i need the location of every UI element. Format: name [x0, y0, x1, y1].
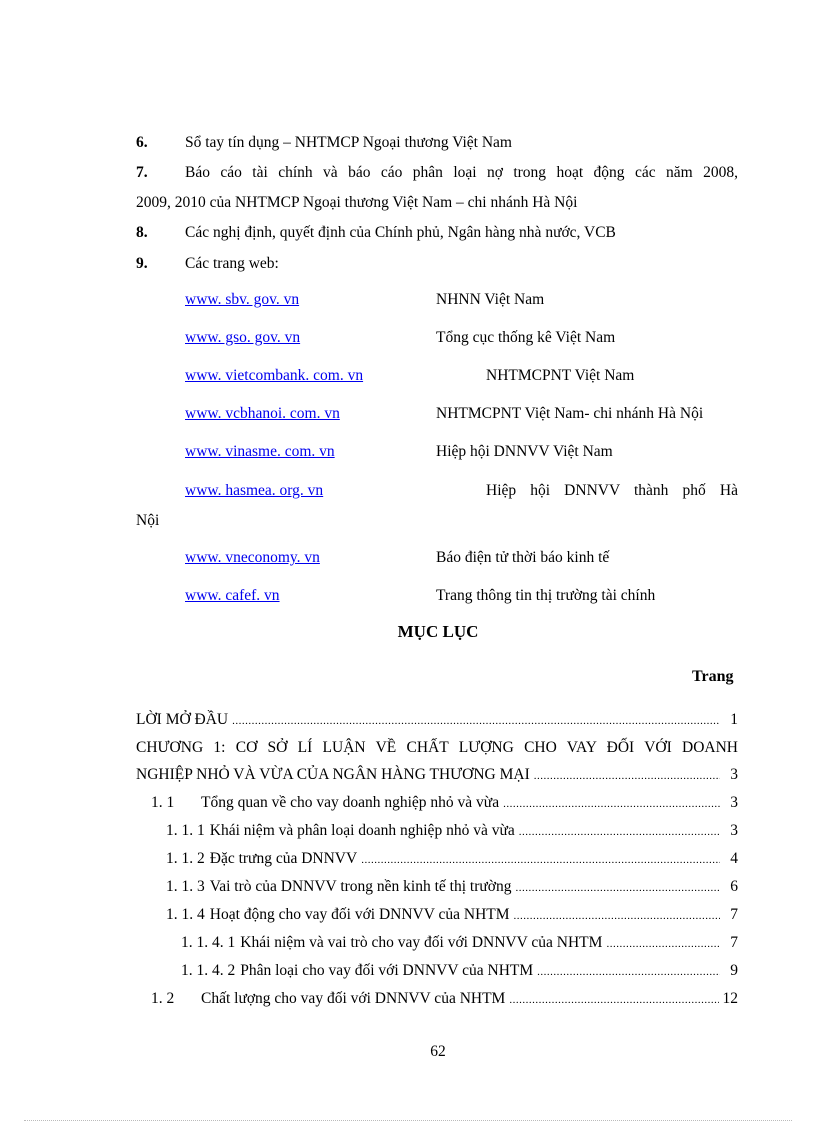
toc-entry[interactable]: [166, 849, 738, 870]
reference-number: 7.: [136, 164, 148, 181]
toc-entry[interactable]: [166, 905, 738, 926]
toc-entry[interactable]: [181, 933, 738, 954]
page-number: 62: [430, 1043, 446, 1060]
reference-text: Các nghị định, quyết định của Chính phủ, Ngân hàng nhà nước, VCB: [185, 224, 616, 241]
toc-entry-page: 3: [730, 822, 738, 839]
toc-entry-page: 3: [730, 794, 738, 811]
toc-leader: [519, 822, 720, 842]
toc-entry-text: Chất lượng cho vay đối với DNNVV của NHTM: [201, 990, 506, 1007]
toc-entry-page: 7: [730, 906, 738, 923]
toc-leader: [515, 878, 720, 898]
reference-number: 8.: [136, 224, 148, 241]
toc-entry-number: 1. 1. 2: [166, 850, 205, 867]
toc-entry-page: 4: [730, 850, 738, 867]
toc-entry[interactable]: [181, 961, 738, 982]
toc-entry-page: 1: [730, 711, 738, 728]
toc-leader: [534, 766, 720, 786]
toc-entry[interactable]: [166, 877, 738, 898]
toc-leader: [514, 906, 720, 926]
website-description: Hiệp hội DNNVV Việt Nam: [436, 443, 613, 460]
toc-entry-number: 1. 1: [151, 794, 175, 811]
reference-number: 9.: [136, 255, 148, 272]
toc-entry-page: 9: [730, 962, 738, 979]
toc-leader: [503, 794, 720, 814]
toc-entry-page: 3: [730, 766, 738, 783]
toc-entry[interactable]: [136, 710, 738, 731]
website-link-sbv[interactable]: www. sbv. gov. vn: [185, 291, 300, 308]
toc-leader: [509, 990, 718, 1010]
website-description: NHTMCPNT Việt Nam: [486, 367, 635, 384]
website-description: Hiệp hội DNNVV thành phố Hà: [486, 482, 738, 499]
website-description: Trang thông tin thị trường tài chính: [436, 587, 656, 604]
toc-leader: [606, 934, 720, 954]
toc-entry-number: 1. 1. 4: [166, 906, 205, 923]
toc-entry-text: Phân loại cho vay đối với DNNVV của NHTM: [240, 962, 534, 979]
website-link-cafef[interactable]: www. cafef. vn: [185, 587, 280, 604]
website-description: NHTMCPNT Việt Nam- chi nhánh Hà Nội: [436, 405, 704, 422]
toc-entry-number: 1. 2: [151, 990, 175, 1007]
toc-entry-text: Khái niệm và phân loại doanh nghiệp nhỏ và vừa: [209, 822, 515, 839]
toc-entry[interactable]: [166, 821, 738, 842]
toc-entry-number: 1. 1. 3: [166, 878, 205, 895]
toc-entry-number: 1. 1. 1: [166, 822, 205, 839]
toc-entry-text: Đặc trưng của DNNVV: [209, 850, 358, 867]
toc-entry[interactable]: [151, 793, 738, 814]
toc-leader: [537, 962, 720, 982]
toc-entry-number: 1. 1. 4. 2: [181, 962, 236, 979]
toc-entry-text: Vai trò của DNNVV trong nền kinh tế thị trường: [209, 878, 512, 895]
website-link-vinasme[interactable]: www. vinasme. com. vn: [185, 443, 335, 460]
reference-text: Báo cáo tài chính và báo cáo phân loại nợ trong hoạt động các năm 2008,: [185, 164, 738, 181]
website-link-vcbhanoi[interactable]: www. vcbhanoi. com. vn: [185, 405, 340, 422]
toc-entry[interactable]: [136, 765, 738, 786]
toc-entry[interactable]: [151, 989, 738, 1010]
toc-leader: [361, 850, 720, 870]
reference-text-continued: 2009, 2010 của NHTMCP Ngoại thương Việt Nam – chi nhánh Hà Nội: [136, 194, 578, 211]
website-description-continued: Nội: [136, 512, 160, 529]
toc-entry-number: 1. 1. 4. 1: [181, 934, 236, 951]
website-link-vneconomy[interactable]: www. vneconomy. vn: [185, 549, 320, 566]
reference-text: Sổ tay tín dụng – NHTMCP Ngoại thương Việt Nam: [185, 134, 512, 151]
toc-entry-text: Khái niệm và vai trò cho vay đối với DNNVV của NHTM: [240, 934, 603, 951]
website-link-gso[interactable]: www. gso. gov. vn: [185, 329, 301, 346]
website-description: Báo điện tử thời báo kinh tế: [436, 549, 610, 566]
toc-page-header: Trang: [692, 668, 734, 685]
toc-leader: [232, 711, 720, 731]
website-description: Tổng cục thống kê Việt Nam: [436, 329, 616, 346]
toc-entry-text: Tổng quan về cho vay doanh nghiệp nhỏ và vừa: [201, 794, 500, 811]
website-link-hasmea[interactable]: www. hasmea. org. vn: [185, 482, 324, 499]
toc-entry-text: LỜI MỞ ĐẦU: [136, 711, 229, 728]
toc-chapter-heading[interactable]: CHƯƠNG 1: CƠ SỞ LÍ LUẬN VỀ CHẤT LƯỢNG CHO VAY ĐỐI VỚI DOANH: [136, 739, 738, 756]
website-link-vietcombank[interactable]: www. vietcombank. com. vn: [185, 367, 364, 384]
toc-entry-page: 7: [730, 934, 738, 951]
reference-text: Các trang web:: [185, 255, 279, 272]
page-footer-rule: [24, 1120, 792, 1121]
toc-entry-page: 12: [722, 990, 738, 1007]
toc-entry-page: 6: [730, 878, 738, 895]
toc-entry-text: NGHIỆP NHỎ VÀ VỪA CỦA NGÂN HÀNG THƯƠNG MẠI: [136, 766, 530, 783]
reference-number: 6.: [136, 134, 148, 151]
toc-entry-text: Hoạt động cho vay đối với DNNVV của NHTM: [209, 906, 510, 923]
toc-title: MỤC LỤC: [397, 622, 479, 641]
website-description: NHNN Việt Nam: [436, 291, 545, 308]
